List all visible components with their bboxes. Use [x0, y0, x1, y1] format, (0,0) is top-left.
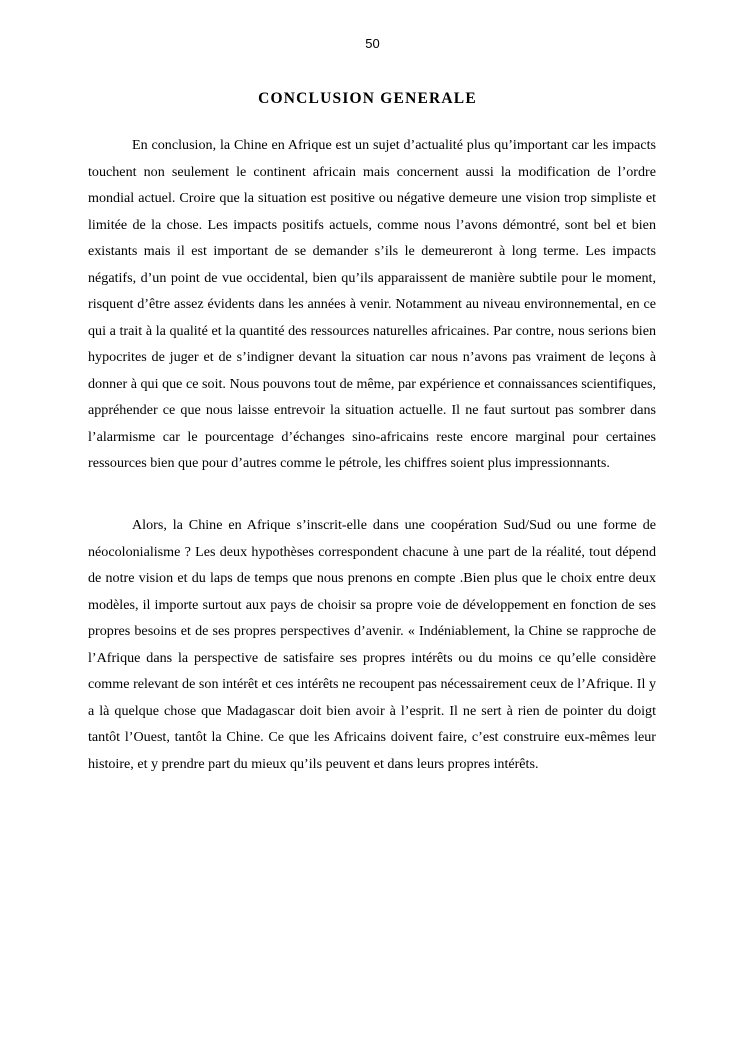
page-title: CONCLUSION GENERALE — [258, 90, 477, 107]
page-number: 50 — [365, 36, 380, 51]
paragraph-conclusion-intro: En conclusion, la Chine en Afrique est un sujet d’actualité plus qu’important car les impacts touchent non seulement le continent africain mais concernent aussi la modification de l’ordre mondial actuel. Croire que la situation est positive ou négative demeure une vision trop simpliste et limitée de la chose. Les impacts positifs actuels, comme nous l’avons démontré, sont bel et bien existants mais il est important de se demander s’ils le demeureront à long terme. Les impacts négatifs, d’un point de vue occidental, bien qu’ils apparaissent de manière subtile pour le moment, risquent d’être assez évidents dans les années à venir. Notamment au niveau environnemental, en ce qui a trait à la qualité et la quantité des ressources naturelles africaines. Par contre, nous serions bien hypocrites de juger et de s’indigner devant la situation car nous n’avons pas vraiment de leçons à donner à qui que ce soit. Nous pouvons tout de même, par expérience et connaissances scientifiques, appréhender ce que nous laisse entrevoir la situation actuelle. Il ne faut surtout pas sombrer dans l’alarmisme car le pourcentage d’échanges sino-africains reste encore marginal pour certaines ressources bien que pour d’autres comme le pétrole, les chiffres soient plus impressionnants. — [88, 137, 656, 471]
paragraph-conclusion-question: Alors, la Chine en Afrique s’inscrit-elle dans une coopération Sud/Sud ou une forme de néocolonialisme ? Les deux hypothèses correspondent chacune à une part de la réalité, tout dépend de notre vision et du laps de temps que nous prenons en compte .Bien plus que le choix entre deux modèles, il importe surtout aux pays de choisir sa propre voie de développement en fonction de ses propres besoins et de ses propres perspectives d’avenir. « Indéniablement, la Chine se rapproche de l’Afrique dans la perspective de satisfaire ses propres intérêts ou du moins ce qu’elle considère comme relevant de son intérêt et ces intérêts ne recoupent pas nécessairement ceux de l’Afrique. Il y a là quelque chose que Madagascar doit bien avoir à l’esprit. Il ne sert à rien de pointer du doigt tantôt l’Ouest, tantôt la Chine. Ce que les Africains doivent faire, c’est construire eux-mêmes leur histoire, et y prendre part du mieux qu’ils peuvent et dans leurs propres intérêts. — [88, 517, 656, 772]
